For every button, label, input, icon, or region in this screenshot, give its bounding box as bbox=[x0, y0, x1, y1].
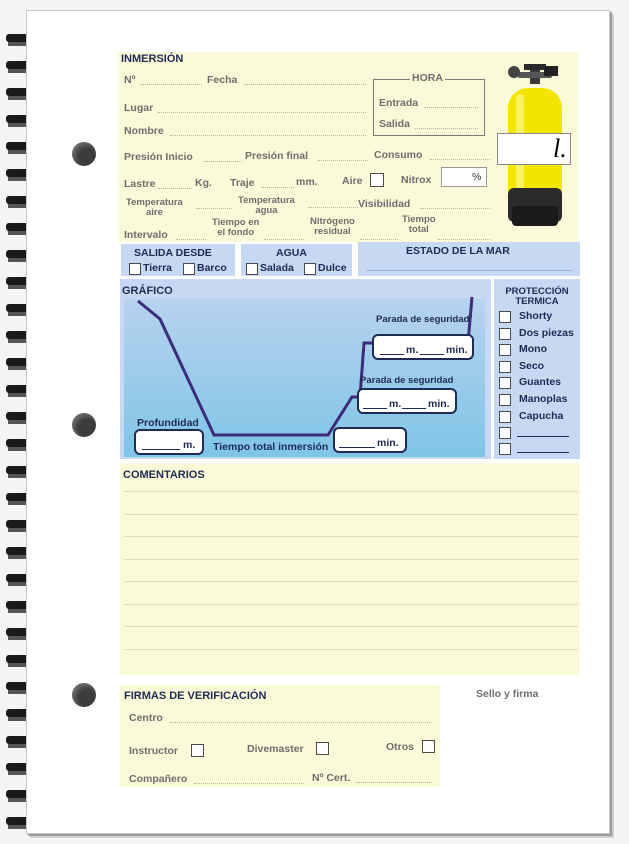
tiempo-total-line2: total bbox=[408, 224, 429, 235]
numero-label: Nº bbox=[124, 74, 136, 86]
salida-title: SALIDA DESDE bbox=[134, 247, 212, 259]
proteccion-item-label: Seco bbox=[519, 359, 545, 372]
entrada-field[interactable] bbox=[424, 107, 478, 108]
grafico-title: GRÁFICO bbox=[122, 285, 173, 297]
temp-aire-field[interactable] bbox=[196, 208, 232, 209]
proteccion-checkbox[interactable] bbox=[499, 311, 511, 323]
profundidad-field[interactable] bbox=[142, 449, 180, 450]
temp-agua-line2: agua bbox=[255, 205, 278, 216]
dulce-checkbox[interactable] bbox=[304, 263, 316, 275]
comment-line[interactable] bbox=[124, 536, 578, 537]
lugar-label: Lugar bbox=[124, 102, 154, 114]
instructor-checkbox[interactable] bbox=[191, 744, 204, 757]
salida-label: Salida bbox=[379, 118, 410, 130]
aire-label: Aire bbox=[342, 175, 363, 187]
parada1-label: Parada de seguridad bbox=[376, 314, 470, 325]
tierra-checkbox[interactable] bbox=[129, 263, 141, 275]
comment-line[interactable] bbox=[124, 649, 578, 650]
otros-label: Otros bbox=[386, 741, 415, 753]
temp-aire-line2: aire bbox=[145, 207, 163, 218]
parada2-m-label: m. bbox=[389, 398, 402, 410]
traje-label: Traje bbox=[230, 177, 255, 189]
tiempo-fondo-line1: Tiempo en bbox=[212, 217, 260, 228]
proteccion-extra1-checkbox[interactable] bbox=[499, 427, 511, 439]
intervalo-field[interactable] bbox=[176, 239, 206, 240]
parada2-min-label: min. bbox=[428, 398, 450, 410]
proteccion-item-label: Manoplas bbox=[519, 393, 568, 405]
proteccion-extra2-field[interactable] bbox=[517, 452, 569, 453]
instructor-label: Instructor bbox=[129, 745, 179, 757]
tiempo-total-label bbox=[402, 215, 436, 235]
traje-field[interactable] bbox=[262, 187, 294, 188]
comment-line[interactable] bbox=[124, 559, 578, 560]
parada2-m-field[interactable] bbox=[363, 408, 387, 409]
punch-hole-top bbox=[72, 142, 96, 166]
lastre-label: Lastre bbox=[124, 178, 156, 190]
barco-label: Barco bbox=[197, 262, 227, 274]
proteccion-checkbox[interactable] bbox=[499, 344, 511, 356]
proteccion-checkbox[interactable] bbox=[499, 377, 511, 389]
proteccion-extra1-field[interactable] bbox=[517, 436, 569, 437]
parada1-m-label: m. bbox=[406, 344, 419, 356]
inmersion-title: INMERSIÓN bbox=[121, 53, 184, 65]
visibilidad-field[interactable] bbox=[420, 208, 490, 209]
tiempo-total-line1: Tiempo bbox=[402, 214, 436, 225]
dulce-label: Dulce bbox=[318, 262, 347, 274]
tank-capacity-value: l. bbox=[553, 134, 567, 163]
tiempo-fondo-field[interactable] bbox=[264, 239, 304, 240]
profundidad-m-label: m. bbox=[183, 439, 196, 451]
mar-field[interactable] bbox=[366, 270, 572, 271]
proteccion-title bbox=[498, 287, 576, 307]
salada-label: Salada bbox=[260, 262, 294, 274]
comentarios-title: COMENTARIOS bbox=[123, 469, 205, 481]
firmas-title: FIRMAS DE VERIFICACIÓN bbox=[124, 690, 267, 702]
nitrox-label: Nitrox bbox=[401, 174, 432, 186]
parada1-min-field[interactable] bbox=[420, 354, 444, 355]
profundidad-label: Profundidad bbox=[137, 417, 199, 429]
nitrogeno-label bbox=[310, 217, 355, 237]
consumo-label: Consumo bbox=[374, 149, 423, 161]
salada-checkbox[interactable] bbox=[246, 263, 258, 275]
companero-label: Compañero bbox=[129, 773, 188, 785]
presion-final-field[interactable] bbox=[318, 160, 368, 161]
kg-label: Kg. bbox=[195, 177, 212, 189]
comment-line[interactable] bbox=[124, 626, 578, 627]
tiempo-fondo-label bbox=[212, 218, 259, 238]
agua-title: AGUA bbox=[276, 247, 307, 259]
punch-hole-middle bbox=[72, 413, 96, 437]
tiempo-fondo-line2: el fondo bbox=[217, 227, 255, 238]
proteccion-item-label: Mono bbox=[519, 343, 547, 356]
salida-field[interactable] bbox=[415, 128, 478, 129]
presion-inicio-field[interactable] bbox=[204, 161, 242, 162]
centro-label: Centro bbox=[129, 712, 163, 724]
fecha-field[interactable] bbox=[244, 84, 366, 85]
ncert-field[interactable] bbox=[356, 782, 432, 783]
punch-hole-bottom bbox=[72, 683, 96, 707]
comment-line[interactable] bbox=[124, 514, 578, 515]
proteccion-checkbox[interactable] bbox=[499, 394, 511, 406]
nombre-label: Nombre bbox=[124, 125, 164, 137]
proteccion-item-label: Capucha bbox=[519, 409, 564, 422]
mm-label: mm. bbox=[296, 176, 318, 188]
ncert-label: Nº Cert. bbox=[312, 772, 351, 784]
proteccion-item-label: Guantes bbox=[519, 376, 562, 389]
parada2-label: Parada de seguridad bbox=[360, 375, 454, 386]
companero-field[interactable] bbox=[194, 783, 304, 784]
visibilidad-label: Visibilidad bbox=[358, 198, 411, 210]
centro-field[interactable] bbox=[170, 722, 432, 723]
tierra-label: Tierra bbox=[143, 262, 172, 274]
proteccion-extra2-checkbox[interactable] bbox=[499, 443, 511, 455]
intervalo-label: Intervalo bbox=[124, 229, 168, 241]
lugar-field[interactable] bbox=[158, 112, 366, 113]
lastre-field[interactable] bbox=[158, 188, 192, 189]
tiempo-total-inmersion-field[interactable] bbox=[339, 447, 375, 448]
proteccion-title-line2: TERMICA bbox=[515, 296, 559, 307]
nitrogeno-line1: Nitrógeno bbox=[310, 216, 355, 227]
comment-line[interactable] bbox=[124, 491, 578, 492]
otros-checkbox[interactable] bbox=[422, 740, 435, 753]
tiempo-total-field[interactable] bbox=[438, 239, 490, 240]
parada2-min-field[interactable] bbox=[402, 408, 426, 409]
proteccion-checkbox[interactable] bbox=[499, 328, 511, 340]
nitrogeno-line2: residual bbox=[314, 226, 351, 237]
hora-title: HORA bbox=[412, 72, 443, 84]
temp-aire-line1: Temperatura bbox=[126, 197, 183, 208]
temp-agua-line1: Temperatura bbox=[238, 195, 295, 206]
proteccion-item-label: Shorty bbox=[519, 310, 553, 322]
comment-line[interactable] bbox=[124, 581, 578, 582]
percent-label: % bbox=[472, 171, 482, 183]
tiempo-total-inmersion-label: Tiempo total inmersión bbox=[213, 441, 329, 453]
nombre-field[interactable] bbox=[170, 135, 366, 136]
comentarios-panel bbox=[120, 463, 580, 675]
proteccion-checkbox[interactable] bbox=[499, 411, 511, 423]
fecha-label: Fecha bbox=[207, 74, 238, 86]
comment-line[interactable] bbox=[124, 604, 578, 605]
sello-label: Sello y firma bbox=[476, 688, 539, 700]
temp-agua-field[interactable] bbox=[308, 207, 358, 208]
consumo-field[interactable] bbox=[430, 159, 490, 160]
parada1-m-field[interactable] bbox=[380, 354, 404, 355]
proteccion-item-label: Dos piezas bbox=[519, 326, 574, 339]
presion-final-label: Presión final bbox=[245, 150, 309, 162]
entrada-label: Entrada bbox=[379, 97, 419, 109]
presion-inicio-label: Presión Inicio bbox=[124, 151, 193, 163]
tiempo-total-min-label: min. bbox=[377, 437, 399, 449]
mar-title: ESTADO DE LA MAR bbox=[406, 245, 510, 257]
temp-agua-label bbox=[238, 196, 295, 216]
numero-field[interactable] bbox=[140, 84, 202, 85]
temp-aire-label bbox=[126, 198, 183, 218]
divemaster-checkbox[interactable] bbox=[316, 742, 329, 755]
barco-checkbox[interactable] bbox=[183, 263, 195, 275]
divemaster-label: Divemaster bbox=[247, 743, 304, 755]
parada1-min-label: min. bbox=[446, 344, 468, 356]
aire-checkbox[interactable] bbox=[370, 173, 384, 187]
nitrogeno-field[interactable] bbox=[360, 239, 398, 240]
proteccion-title-line1: PROTECCIÓN bbox=[505, 286, 569, 297]
proteccion-checkbox[interactable] bbox=[499, 361, 511, 373]
